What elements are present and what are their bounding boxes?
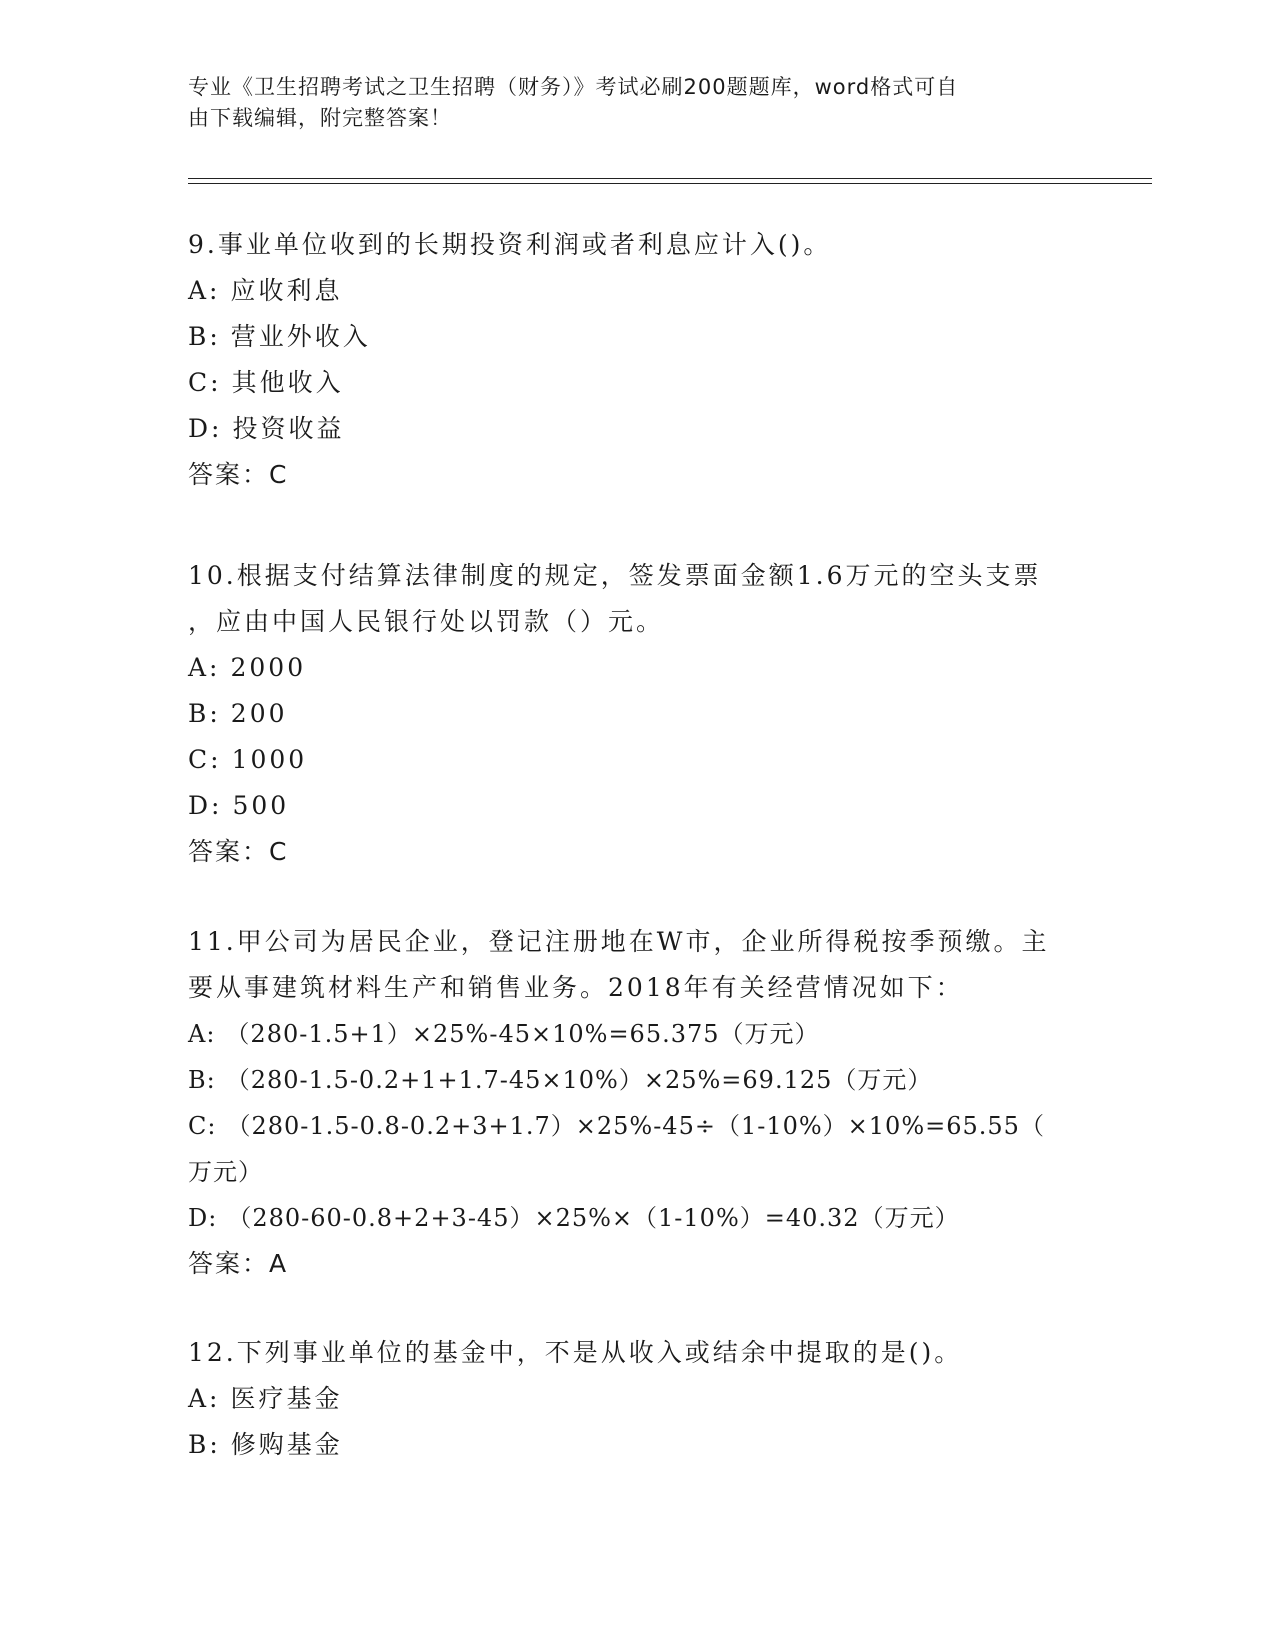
option-letter: A: (188, 1020, 216, 1048)
option-b (188, 1057, 1088, 1103)
option-text: （280-1.5-0.8-0.2+3+1.7）×25%-45÷（1-10%）×10%=65.55（ (226, 1112, 1045, 1140)
option-text: （280-1.5+1）×25%-45×10%=65.375（万元） (225, 1020, 820, 1048)
option-letter: C: (188, 1112, 217, 1140)
option-a (188, 645, 1088, 691)
option-letter: D: (188, 1204, 218, 1232)
option-letter: C: (188, 368, 222, 397)
option-text: 投资收益 (232, 414, 345, 443)
option-a (188, 1011, 1088, 1057)
option-a (188, 268, 1088, 314)
option-d (188, 1195, 1088, 1241)
option-text: （280-1.5-0.2+1+1.7-45×10%）×25%=69.125（万元） (225, 1066, 933, 1094)
option-d (188, 406, 1088, 452)
answer: 答案：C (188, 837, 289, 866)
option-letter: C: (188, 745, 222, 774)
option-letter: B: (188, 699, 221, 728)
option-d (188, 783, 1088, 829)
question-11 (188, 919, 1088, 1287)
header-rule-bottom (188, 183, 1152, 184)
option-c-continuation: 万元） (188, 1158, 263, 1186)
option-text: 2000 (230, 653, 307, 682)
option-letter: B: (188, 322, 221, 351)
question-stem-line-2: 要从事建筑材料生产和销售业务。2018年有关经营情况如下： (188, 973, 964, 1002)
option-letter: D: (188, 414, 223, 443)
option-text: 应收利息 (230, 276, 343, 305)
header-rule-top (188, 178, 1152, 179)
question-9 (188, 222, 1088, 498)
header-line-1: 专业《卫生招聘考试之卫生招聘（财务）》考试必刷200题题库，word格式可自 (188, 75, 959, 99)
option-text: （280-60-0.8+2+3-45）×25%×（1-10%）=40.32（万元） (227, 1204, 960, 1232)
header-line-2: 由下载编辑，附完整答案！ (188, 106, 452, 130)
option-letter: B: (188, 1066, 216, 1094)
answer: 答案：A (188, 1249, 289, 1278)
answer: 答案：C (188, 460, 289, 489)
question-stem-line-2: ，应由中国人民银行处以罚款（）元。 (188, 607, 665, 636)
option-letter: A: (188, 653, 221, 682)
question-stem-line-1: 10.根据支付结算法律制度的规定，签发票面金额1.6万元的空头支票 (188, 561, 1042, 590)
option-c (188, 1103, 1088, 1149)
option-text: 医疗基金 (230, 1384, 343, 1413)
option-c (188, 360, 1088, 406)
option-letter: A: (188, 1384, 221, 1413)
option-b (188, 1422, 1088, 1468)
option-c (188, 737, 1088, 783)
question-12 (188, 1330, 1088, 1468)
option-letter: D: (188, 791, 223, 820)
option-text: 200 (230, 699, 288, 728)
option-letter: B: (188, 1430, 221, 1459)
document-header (188, 72, 1088, 134)
option-a (188, 1376, 1088, 1422)
option-text: 1000 (231, 745, 308, 774)
option-b (188, 314, 1088, 360)
question-stem: 12.下列事业单位的基金中，不是从收入或结余中提取的是()。 (188, 1338, 963, 1367)
option-text: 修购基金 (230, 1430, 343, 1459)
question-stem: 9.事业单位收到的长期投资利润或者利息应计入()。 (188, 230, 832, 259)
option-letter: A: (188, 276, 221, 305)
question-10 (188, 553, 1088, 875)
option-text: 500 (232, 791, 290, 820)
question-stem-line-1: 11.甲公司为居民企业，登记注册地在W市，企业所得税按季预缴。主 (188, 927, 1050, 956)
option-text: 其他收入 (231, 368, 344, 397)
option-text: 营业外收入 (230, 322, 371, 351)
option-b (188, 691, 1088, 737)
